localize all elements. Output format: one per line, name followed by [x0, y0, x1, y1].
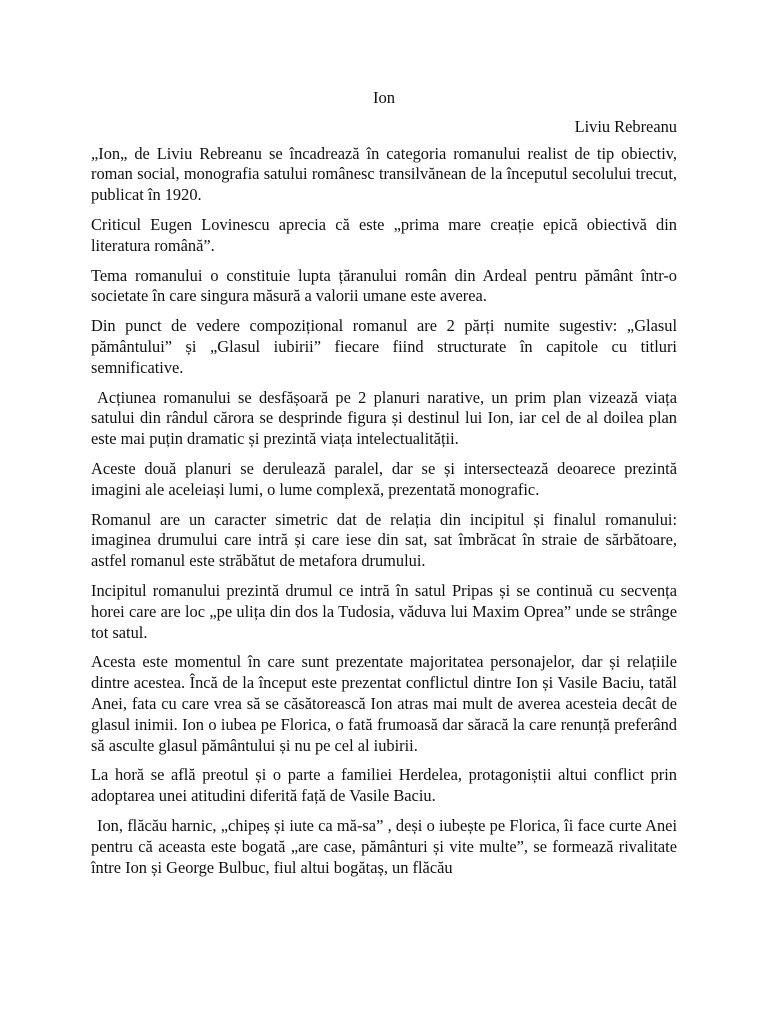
- paragraph: „Ion„ de Liviu Rebreanu se încadrează în categoria romanului realist de tip obiectiv, roman social, monografia satului românesc transilvănean de la începutul secolului trecut, publicat în 1920.: [91, 143, 677, 205]
- paragraph: Acțiunea romanului se desfășoară pe 2 planuri narative, un prim plan vizează viața satului din rândul cărora se desprinde figura și destinul lui Ion, iar cel de al doilea plan este mai puțin dramatic și prezintă viața intelectualității.: [91, 387, 677, 449]
- document-body: [91, 88, 677, 887]
- paragraph: La horă se află preotul și o parte a familiei Herdelea, protagoniștii altui conflict prin adoptarea unei atitudini diferită față de Vasile Baciu.: [91, 765, 677, 806]
- paragraph: Incipitul romanului prezintă drumul ce intră în satul Pripas și se continuă cu secvența horei care are loc „pe ulița din dos la Tudosia, văduva lui Maxim Oprea” unde se strânge tot satul.: [91, 580, 677, 642]
- paragraph: Din punct de vedere compozițional romanul are 2 părți numite sugestiv: „Glasul pământului” și „Glasul iubirii” fiecare fiind structurate în capitole cu titluri semnificative.: [91, 316, 677, 377]
- document-title: Ion: [372, 88, 396, 107]
- paragraph: Ion, flăcău harnic, „chipeș și iute ca mă-sa” , deși o iubește pe Florica, îi face curte Anei pentru că aceasta este bogată „are case, pământuri și vite multe”, se formează rivalitate între Ion și George Bulbuc, fiul altui bogătaș, un flăcău: [91, 815, 677, 877]
- paragraph: Aceste două planuri se derulează paralel, dar se și intersectează deoarece prezintă imagini ale aceleiași lumi, o lume complexă, prezentată monografic.: [91, 458, 677, 499]
- paragraph: Tema romanului o constituie lupta țăranului român din Ardeal pentru pământ într-o societate în care singura măsură a valorii umane este averea.: [91, 265, 677, 306]
- paragraph: Romanul are un caracter simetric dat de relația din incipitul și finalul romanului: imaginea drumului care intră și care iese din sat, sat îmbrăcat în straie de sărbătoare, astfel romanul este străbătut de metafora drumului.: [91, 509, 677, 571]
- paragraph: Acesta este momentul în care sunt prezentate majoritatea personajelor, dar și relațiile dintre acestea. Încă de la început este prezentat conflictul dintre Ion și Vasile Baciu, tatăl Anei, fata cu care vrea să se căsătorească Ion atras mai mult de averea acesteia decât de glasul inimii. Ion o iubea pe Florica, o fată frumoasă dar săracă la care renunță preferând să asculte glasul pământului și nu pe cel al iubirii.: [91, 652, 677, 755]
- paragraph: Criticul Eugen Lovinescu aprecia că este „prima mare creație epică obiectivă din literatura română”.: [91, 214, 677, 255]
- document-author: Liviu Rebreanu: [574, 116, 677, 136]
